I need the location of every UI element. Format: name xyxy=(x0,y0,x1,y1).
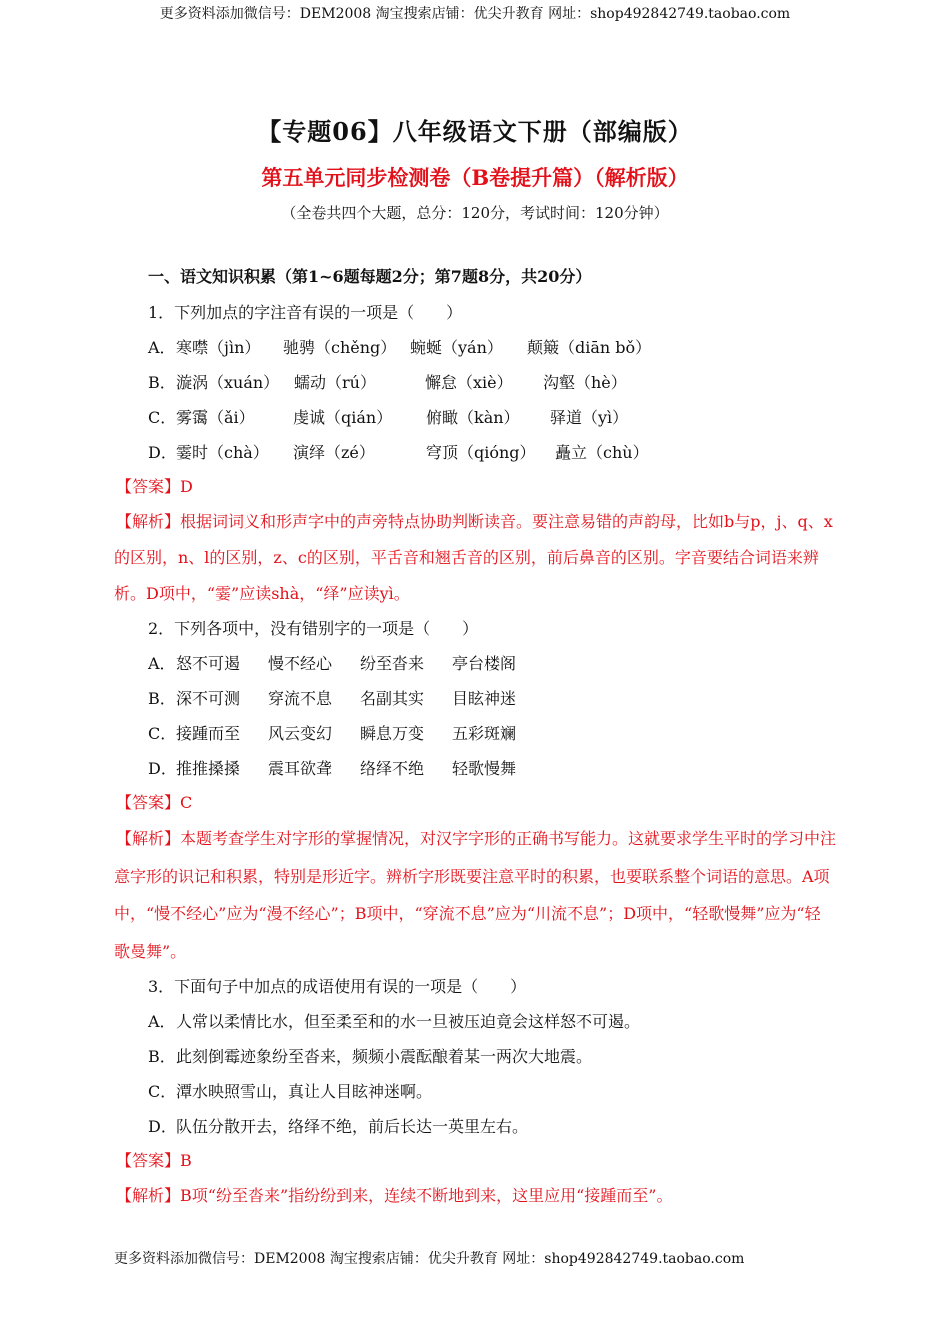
option-word: 穹顶（qióng） xyxy=(426,443,536,462)
question-3-answer: 【答案】B xyxy=(116,1151,192,1170)
option-word: 目眩神迷 xyxy=(452,689,517,708)
question-1-option-d xyxy=(114,435,836,470)
option-label: C． xyxy=(148,1082,177,1101)
option-word: 深不可测 xyxy=(176,689,241,708)
option-text: 潭水映照雪山，真让人目眩神迷啊。 xyxy=(176,1082,433,1101)
option-label: A． xyxy=(148,654,176,673)
question-2-option-c xyxy=(114,716,836,751)
exam-meta: （全卷共四个大题，总分：120分，考试时间：120分钟） xyxy=(281,204,669,222)
option-word: 颠簸（diān bǒ） xyxy=(527,338,652,357)
option-word: 接踵而至 xyxy=(176,724,241,743)
question-1-option-b xyxy=(114,365,836,400)
question-2-option-d xyxy=(114,751,836,786)
option-word: 纷至沓来 xyxy=(360,654,425,673)
question-3-option-b xyxy=(114,1039,836,1074)
question-2-answer: 【答案】C xyxy=(116,793,193,812)
question-1-option-a xyxy=(114,330,836,365)
footer-note: 更多资料添加微信号：DEM2008 淘宝搜索店铺：优尖升教育 网址：shop492842749.taobao.com xyxy=(114,1251,745,1267)
option-word: 慢不经心 xyxy=(268,654,333,673)
question-1-analysis: 【解析】根据词词义和形声字中的声旁特点协助判断读音。要注意易错的声韵母，比如b与p，j、q、x的区别，n、l的区别，z、c的区别，平舌音和翘舌音的区别，前后鼻音的区别。字音要结合词语来辨析。D项中，“霎”应读shà，“绎”应读yì。 xyxy=(114,512,833,603)
option-label: B． xyxy=(148,373,176,392)
option-label: C． xyxy=(148,724,177,743)
option-word: 蜿蜒（yán） xyxy=(410,338,503,357)
question-1-stem: 1．下列加点的字注音有误的一项是（ ） xyxy=(148,303,463,322)
option-word: 霎时（chà） xyxy=(176,443,269,462)
option-word: 虔诚（qián） xyxy=(293,408,393,427)
option-text: 此刻倒霉迹象纷至沓来，频频小震酝酿着某一两次大地震。 xyxy=(176,1047,593,1066)
option-word: 震耳欲聋 xyxy=(268,759,333,778)
question-2-option-b xyxy=(114,681,836,716)
question-3-option-d xyxy=(114,1109,836,1144)
option-label: B． xyxy=(148,1047,176,1066)
option-word: 懈怠（xiè） xyxy=(425,373,513,392)
section-heading: 一、语文知识积累（第1~6题每题2分；第7题8分，共20分） xyxy=(148,267,592,286)
option-word: 怒不可遏 xyxy=(176,654,241,673)
question-3-stem: 3．下面句子中加点的成语使用有误的一项是（ ） xyxy=(148,977,527,996)
option-text: 队伍分散开去，络绎不绝，前后长达一英里左右。 xyxy=(176,1117,529,1136)
option-word: 矗立（chù） xyxy=(555,443,649,462)
option-label: A． xyxy=(148,1012,176,1031)
option-label: D． xyxy=(148,1117,177,1136)
page-subtitle: 第五单元同步检测卷（B卷提升篇）（解析版） xyxy=(261,165,689,190)
option-word: 雾霭（ǎi） xyxy=(176,408,255,427)
header-note: 更多资料添加微信号：DEM2008 淘宝搜索店铺：优尖升教育 网址：shop492842749.taobao.com xyxy=(159,6,791,22)
option-label: D． xyxy=(148,759,177,778)
option-label: C． xyxy=(148,408,177,427)
option-word: 穿流不息 xyxy=(268,689,333,708)
question-2-analysis: 【解析】本题考查学生对字形的掌握情况，对汉字字形的正确书写能力。这就要求学生平时的学习中注意字形的识记和积累，特别是形近字。辨析字形既要注意平时的积累，也要联系整个词语的意思。A项中，“慢不经心”应为“漫不经心”；B项中，“穿流不息”应为“川流不息”；D项中，“轻歌慢舞”应为“轻歌曼舞”。 xyxy=(114,829,837,961)
question-3-option-c xyxy=(114,1074,836,1109)
option-text: 人常以柔情比水，但至柔至和的水一旦被压迫竟会这样怒不可遏。 xyxy=(176,1012,641,1031)
option-word: 瞬息万变 xyxy=(360,724,425,743)
option-word: 风云变幻 xyxy=(268,724,333,743)
option-word: 蠕动（rú） xyxy=(294,373,376,392)
option-label: D． xyxy=(148,443,177,462)
option-word: 驰骋（chěng） xyxy=(283,338,397,357)
option-word: 驿道（yì） xyxy=(550,408,629,427)
question-3-option-a xyxy=(114,1004,836,1039)
question-1-option-c xyxy=(114,400,836,435)
page-title: 【专题06】八年级语文下册（部编版） xyxy=(257,117,693,146)
option-word: 推推搡搡 xyxy=(176,759,241,778)
option-label: A． xyxy=(148,338,176,357)
content xyxy=(114,262,836,1214)
question-2-option-a xyxy=(114,646,836,681)
option-word: 演绎（zé） xyxy=(293,443,375,462)
option-word: 寒噤（jìn） xyxy=(176,338,261,357)
option-word: 漩涡（xuán） xyxy=(176,373,280,392)
question-2-stem: 2．下列各项中，没有错别字的一项是（ ） xyxy=(148,619,479,638)
option-word: 俯瞰（kàn） xyxy=(426,408,520,427)
option-word: 亭台楼阁 xyxy=(452,654,517,673)
option-word: 轻歌慢舞 xyxy=(452,759,517,778)
option-word: 名副其实 xyxy=(360,689,425,708)
option-word: 五彩斑斓 xyxy=(452,724,517,743)
question-1-answer: 【答案】D xyxy=(116,477,193,496)
option-word: 络绎不绝 xyxy=(360,759,425,778)
question-3-analysis: 【解析】B项“纷至沓来”指纷纷到来，连续不断地到来，这里应用“接踵而至”。 xyxy=(116,1186,673,1205)
option-label: B． xyxy=(148,689,176,708)
option-word: 沟壑（hè） xyxy=(543,373,627,392)
